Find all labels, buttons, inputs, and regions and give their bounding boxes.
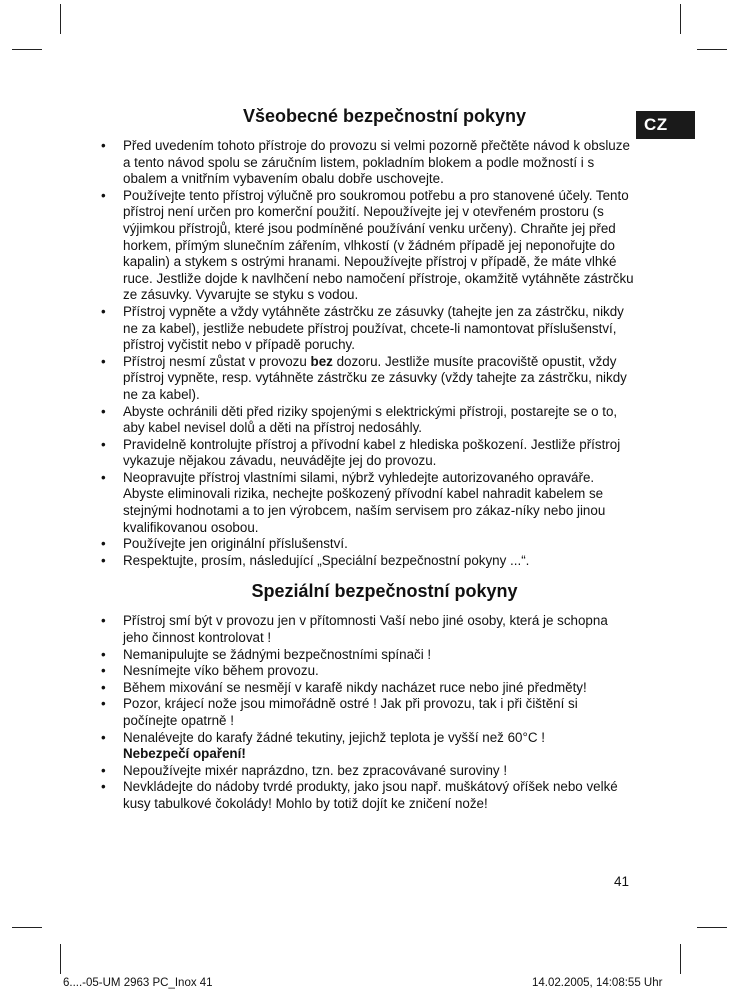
crop-mark: [680, 944, 681, 974]
language-tab: CZ: [636, 111, 695, 139]
crop-mark: [60, 944, 61, 974]
footer-right: 14.02.2005, 14:08:55 Uhr: [532, 977, 663, 989]
list-item: • Neopravujte přístroj vlastními silami, nýbrž vyhledejte autorizovaného opraváře. Abyste eliminovali rizika, nechejte poškozený přívodní kabel nahradit kabelem se stejnými hodnotami a to jen výrobcem, naším servisem pro zákaz-níky nebo jinou kvalifikovanou osobou.: [100, 470, 635, 536]
list-item: • Před uvedením tohoto přístroje do provozu si velmi pozorně přečtěte návod k obsluze a tento návod spolu se záručním listem, pokladním blokem a podle možností i s obalem a vnitřním vybavením obalu dobře uschovejte.: [100, 138, 635, 188]
list-item-text: Nenalévejte do karafy žádné tekutiny, jejichž teplota je vyšší než 60°C !: [123, 729, 545, 745]
list-item: • Pozor, krájecí nože jsou mimořádně ostré ! Jak při provozu, tak i při čištění si počínejte opatrně !: [100, 696, 635, 729]
footer-left: 6....-05-UM 2963 PC_Inox 41: [63, 977, 213, 989]
list-item-text: Přístroj nesmí zůstat v provozu: [123, 353, 311, 369]
list-item: • Nevkládejte do nádoby tvrdé produkty, jako jsou např. muškátový oříšek nebo velké kusy tabulkové čokolády! Mohlo by totiž dojít ke zničení nože!: [100, 779, 635, 812]
section-title-special: Speziální bezpečnostní pokyny: [251, 581, 518, 602]
page-content: [100, 106, 635, 813]
list-item: • Abyste ochránili děti před riziky spojenými s elektrickými přístroji, postarejte se o to, aby kabel nevisel dolů a děti na přístroj nedosáhly.: [100, 404, 635, 437]
section-title-general: Všeobecné bezpečnostní pokyny: [242, 106, 527, 126]
crop-mark: [680, 4, 681, 34]
list-item: • Přístroj vypněte a vždy vytáhněte zástrčku ze zásuvky (tahejte jen za zástrčku, nikdy ne za kabel), jestliže nebudete přístroj používat, chcete-li namontovat příslušenství, přístroj vyčistit nebo v případě poruchy.: [100, 304, 635, 354]
list-item: • Používejte jen originální příslušenství.: [100, 536, 635, 553]
special-safety-list: [100, 613, 635, 812]
list-item-text: dozoru. Jestliže musíte pracoviště opustit, vždy přístroj vypněte, resp. vytáhněte zástrčku ze zásuvky (vždy tahejte za zástrčku, nikdy ne za kabel).: [123, 353, 627, 402]
crop-mark: [12, 49, 42, 50]
warning-text: Nebezpečí opaření!: [123, 746, 246, 762]
list-item: • Nemanipulujte se žádnými bezpečnostními spínači !: [100, 647, 635, 664]
list-item: [100, 730, 635, 763]
list-item: [100, 354, 635, 404]
list-item: • Pravidelně kontrolujte přístroj a přívodní kabel z hlediska poškození. Jestliže přístroj vykazuje nějakou závadu, neuvádějte jej do provozu.: [100, 437, 635, 470]
list-item: • Během mixování se nesmějí v karafě nikdy nacházet ruce nebo jiné předměty!: [100, 680, 635, 697]
crop-mark: [12, 927, 42, 928]
crop-mark: [697, 49, 727, 50]
emphasis: bez: [310, 353, 333, 369]
crop-mark: [60, 4, 61, 34]
crop-mark: [697, 927, 727, 928]
list-item: • Přístroj smí být v provozu jen v přítomnosti Vaší nebo jiné osoby, která je schopna jeho činnost kontrolovat !: [100, 613, 635, 646]
list-item: • Nepoužívejte mixér naprázdno, tzn. bez zpracovávané suroviny !: [100, 763, 635, 780]
list-item: • Nesnímejte víko během provozu.: [100, 663, 635, 680]
page-number: 41: [614, 874, 630, 889]
list-item: • Respektujte, prosím, následující „Speciální bezpečnostní pokyny ...“.: [100, 553, 635, 570]
list-item: • Používejte tento přístroj výlučně pro soukromou potřebu a pro stanovené účely. Tento přístroj není určen pro komerční použití. Nepoužívejte jej v otevřeném prostoru (s výjimkou přístrojů, které jsou podmíněné používání venku určeny). Chraňte jej před horkem, přímým slunečním zářením, vlhkostí (v žádném případě jej neponořujte do kapalin) a stykem s ostrými hranami. Nepoužívejte přístroj v případě, že máte vlhké ruce. Jestliže dojde k navlhčení nebo namočení přístroje, okamžitě vytáhněte zástrčku ze zásuvky. Vyvarujte se styku s vodou.: [100, 188, 635, 304]
general-safety-list: [100, 138, 635, 569]
